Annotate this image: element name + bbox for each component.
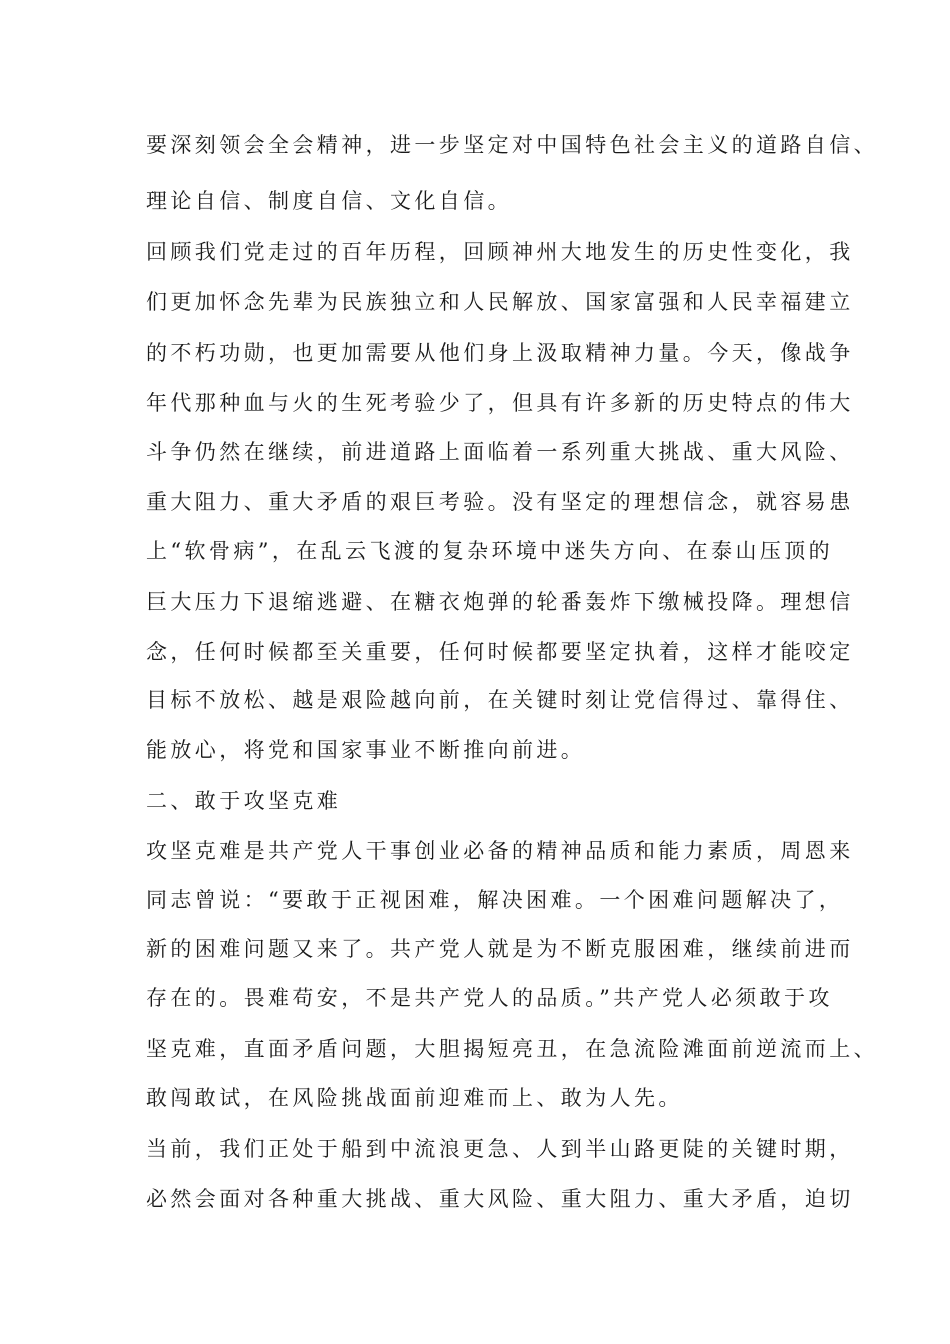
text-line: 斗争仍然在继续，前进道路上面临着一系列重大挑战、重大风险、 <box>146 440 854 464</box>
text-line: 同志曾说：“要敢于正视困难，解决困难。一个困难问题解决了， <box>146 888 844 912</box>
text-line: 理论自信、制度自信、文化自信。 <box>146 189 512 213</box>
text-line: 当前，我们正处于船到中流浪更急、人到半山路更陡的关键时期， <box>146 1137 854 1161</box>
text-line: 坚克难，直面矛盾问题，大胆揭短亮丑，在急流险滩面前逆流而上、 <box>146 1037 878 1061</box>
text-line: 能放心，将党和国家事业不断推向前进。 <box>146 738 586 762</box>
text-line: 敢闯敢试，在风险挑战面前迎难而上、敢为人先。 <box>146 1086 683 1110</box>
text-line: 新的困难问题又来了。共产党人就是为不断克服困难，继续前进而 <box>146 937 854 961</box>
text-line: 攻坚克难是共产党人干事创业必备的精神品质和能力素质，周恩来 <box>146 839 854 863</box>
section-heading: 二、敢于攻坚克难 <box>146 789 342 813</box>
text-line: 年代那种血与火的生死考验少了，但具有许多新的历史特点的伟大 <box>146 391 854 415</box>
text-line: 回顾我们党走过的百年历程，回顾神州大地发生的历史性变化，我 <box>146 240 854 264</box>
text-line: 巨大压力下退缩逃避、在糖衣炮弹的轮番轰炸下缴械投降。理想信 <box>146 590 854 614</box>
text-line: 念，任何时候都至关重要，任何时候都要坚定执着，这样才能咬定 <box>146 640 854 664</box>
text-line: 重大阻力、重大矛盾的艰巨考验。没有坚定的理想信念，就容易患 <box>146 490 854 514</box>
text-line: 要深刻领会全会精神，进一步坚定对中国特色社会主义的道路自信、 <box>146 133 878 157</box>
text-line: 目标不放松、越是艰险越向前，在关键时刻让党信得过、靠得住、 <box>146 688 854 712</box>
text-line: 上“软骨病”，在乱云飞渡的复杂环境中迷失方向、在泰山压顶的 <box>146 539 834 563</box>
text-line: 必然会面对各种重大挑战、重大风险、重大阻力、重大矛盾，迫切 <box>146 1187 854 1211</box>
text-line: 们更加怀念先辈为民族独立和人民解放、国家富强和人民幸福建立 <box>146 290 854 314</box>
text-line: 的不朽功勋，也更加需要从他们身上汲取精神力量。今天，像战争 <box>146 341 854 365</box>
text-line: 存在的。畏难苟安，不是共产党人的品质。”共产党人必须敢于攻 <box>146 986 833 1010</box>
